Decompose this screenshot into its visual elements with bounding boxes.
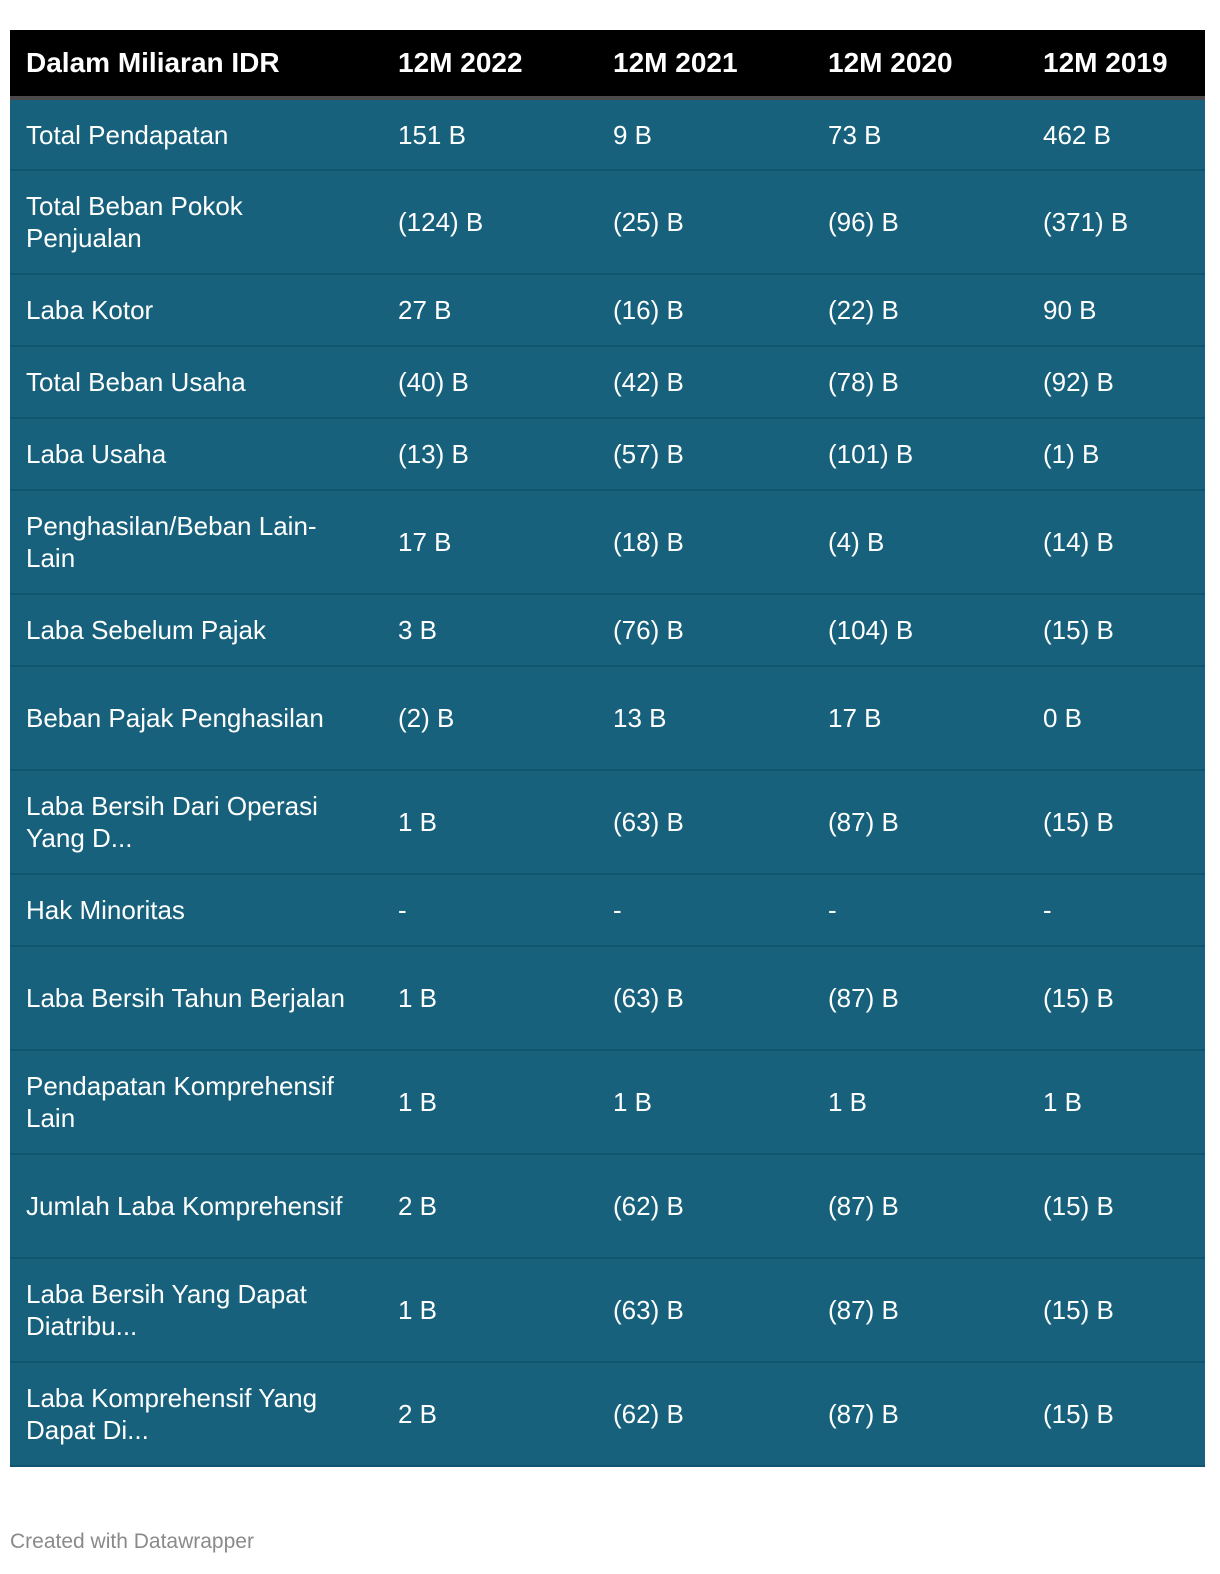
table-row — [10, 1258, 1205, 1362]
row-label-cell: Jumlah Laba Komprehensif — [10, 1154, 382, 1258]
value-cell: 17 B — [812, 666, 1027, 770]
value-cell: (104) B — [812, 594, 1027, 666]
value-cell: (62) B — [597, 1154, 812, 1258]
value-cell: (15) B — [1027, 1362, 1205, 1466]
value-cell: (25) B — [597, 170, 812, 274]
header-cell-2019: 12M 2019 — [1027, 30, 1205, 98]
value-cell: (4) B — [812, 490, 1027, 594]
row-label-cell: Hak Minoritas — [10, 874, 382, 946]
table-row — [10, 1154, 1205, 1258]
value-cell: 13 B — [597, 666, 812, 770]
value-cell: (15) B — [1027, 770, 1205, 874]
value-cell: (96) B — [812, 170, 1027, 274]
value-cell: 0 B — [1027, 666, 1205, 770]
table-row — [10, 170, 1205, 274]
value-cell: (14) B — [1027, 490, 1205, 594]
value-cell: (2) B — [382, 666, 597, 770]
value-cell: (63) B — [597, 770, 812, 874]
value-cell: (63) B — [597, 946, 812, 1050]
table-row — [10, 98, 1205, 170]
value-cell: 1 B — [597, 1050, 812, 1154]
table-row — [10, 346, 1205, 418]
value-cell: (87) B — [812, 1258, 1027, 1362]
row-label-cell: Laba Usaha — [10, 418, 382, 490]
row-label-cell: Total Pendapatan — [10, 98, 382, 170]
row-label-cell: Laba Komprehensif Yang Dapat Di... — [10, 1362, 382, 1466]
value-cell: (87) B — [812, 770, 1027, 874]
value-cell: 462 B — [1027, 98, 1205, 170]
value-cell: (15) B — [1027, 1154, 1205, 1258]
value-cell: 1 B — [1027, 1050, 1205, 1154]
table-row — [10, 1050, 1205, 1154]
header-cell-2022: 12M 2022 — [382, 30, 597, 98]
table-row — [10, 874, 1205, 946]
datawrapper-credit: Created with Datawrapper — [10, 1530, 254, 1553]
value-cell: (18) B — [597, 490, 812, 594]
value-cell: (78) B — [812, 346, 1027, 418]
value-cell: 1 B — [382, 770, 597, 874]
row-label-cell: Laba Bersih Tahun Berjalan — [10, 946, 382, 1050]
value-cell: 73 B — [812, 98, 1027, 170]
value-cell: (101) B — [812, 418, 1027, 490]
value-cell: (1) B — [1027, 418, 1205, 490]
financial-table — [10, 30, 1205, 1467]
row-label-cell: Laba Bersih Yang Dapat Diatribu... — [10, 1258, 382, 1362]
value-cell: 9 B — [597, 98, 812, 170]
value-cell: - — [1027, 874, 1205, 946]
header-row — [10, 30, 1205, 98]
table-row — [10, 490, 1205, 594]
value-cell: (124) B — [382, 170, 597, 274]
value-cell: (87) B — [812, 1154, 1027, 1258]
value-cell: (371) B — [1027, 170, 1205, 274]
header-cell-2021: 12M 2021 — [597, 30, 812, 98]
table-body — [10, 98, 1205, 1466]
header-cell-2020: 12M 2020 — [812, 30, 1027, 98]
table-row — [10, 274, 1205, 346]
value-cell: (42) B — [597, 346, 812, 418]
value-cell: 1 B — [812, 1050, 1027, 1154]
table-row — [10, 666, 1205, 770]
header-cell-label: Dalam Miliaran IDR — [10, 30, 382, 98]
value-cell: (22) B — [812, 274, 1027, 346]
table-header — [10, 30, 1205, 98]
row-label-cell: Laba Kotor — [10, 274, 382, 346]
value-cell: 17 B — [382, 490, 597, 594]
value-cell: 1 B — [382, 946, 597, 1050]
value-cell: (62) B — [597, 1362, 812, 1466]
value-cell: 90 B — [1027, 274, 1205, 346]
value-cell: (15) B — [1027, 594, 1205, 666]
value-cell: (13) B — [382, 418, 597, 490]
table-row — [10, 770, 1205, 874]
value-cell: (76) B — [597, 594, 812, 666]
table-row — [10, 418, 1205, 490]
value-cell: - — [597, 874, 812, 946]
value-cell: - — [382, 874, 597, 946]
table-row — [10, 946, 1205, 1050]
row-label-cell: Pendapatan Komprehensif Lain — [10, 1050, 382, 1154]
value-cell: 151 B — [382, 98, 597, 170]
value-cell: 2 B — [382, 1362, 597, 1466]
value-cell: (87) B — [812, 946, 1027, 1050]
value-cell: 2 B — [382, 1154, 597, 1258]
value-cell: - — [812, 874, 1027, 946]
value-cell: (57) B — [597, 418, 812, 490]
value-cell: (87) B — [812, 1362, 1027, 1466]
row-label-cell: Penghasilan/Beban Lain-Lain — [10, 490, 382, 594]
financial-table-container — [10, 30, 1205, 1467]
value-cell: (15) B — [1027, 946, 1205, 1050]
row-label-cell: Beban Pajak Penghasilan — [10, 666, 382, 770]
row-label-cell: Laba Sebelum Pajak — [10, 594, 382, 666]
value-cell: (15) B — [1027, 1258, 1205, 1362]
value-cell: (16) B — [597, 274, 812, 346]
value-cell: 3 B — [382, 594, 597, 666]
value-cell: 27 B — [382, 274, 597, 346]
table-row — [10, 1362, 1205, 1466]
value-cell: (40) B — [382, 346, 597, 418]
row-label-cell: Total Beban Pokok Penjualan — [10, 170, 382, 274]
value-cell: 1 B — [382, 1258, 597, 1362]
table-row — [10, 594, 1205, 666]
value-cell: (63) B — [597, 1258, 812, 1362]
row-label-cell: Total Beban Usaha — [10, 346, 382, 418]
value-cell: (92) B — [1027, 346, 1205, 418]
row-label-cell: Laba Bersih Dari Operasi Yang D... — [10, 770, 382, 874]
value-cell: 1 B — [382, 1050, 597, 1154]
